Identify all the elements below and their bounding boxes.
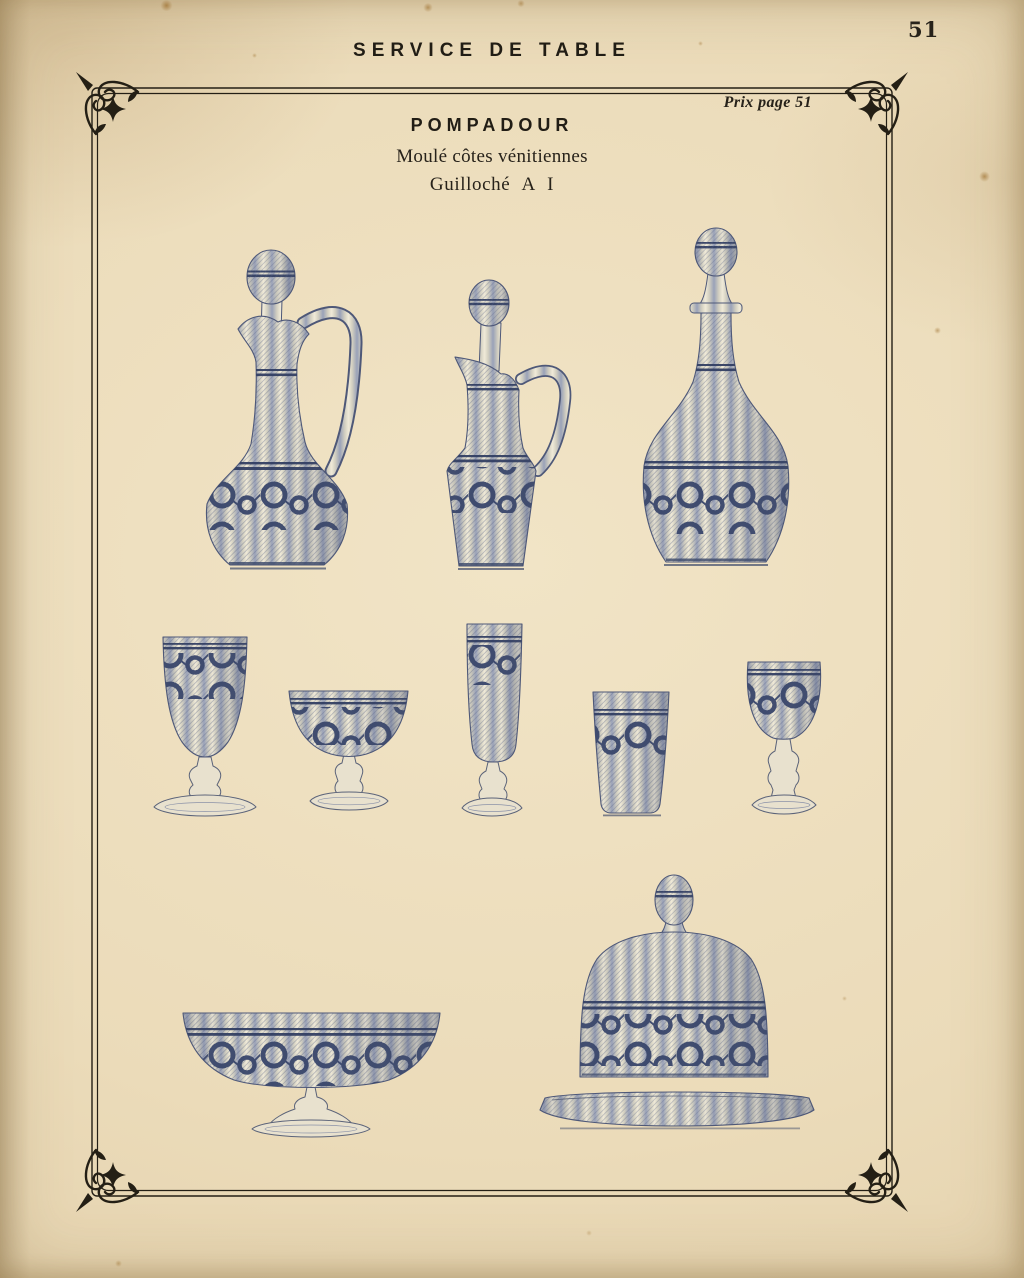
illustration-cheese-dome xyxy=(538,875,816,1129)
illustration-champagne-coupe xyxy=(270,688,428,810)
page-number: 51 xyxy=(908,17,940,42)
collection-title: POMPADOUR xyxy=(410,115,574,135)
subtitle-engraving: Guilloché A I xyxy=(429,174,555,195)
illustration-compote xyxy=(180,1010,442,1137)
illustration-claret-jug xyxy=(196,250,358,570)
illustration-cruet xyxy=(443,280,565,570)
illustration-decanter xyxy=(634,228,796,566)
illustration-goblet xyxy=(150,634,260,816)
price-note: Prix page 51 xyxy=(723,94,812,111)
page-header: SERVICE DE TABLE xyxy=(353,40,631,61)
illustration-champagne-flute xyxy=(450,621,540,816)
illustration-tumbler xyxy=(590,689,676,817)
subtitle-moulding: Moulé côtes vénitiennes xyxy=(396,146,588,167)
illustration-wine-glass xyxy=(732,659,834,814)
